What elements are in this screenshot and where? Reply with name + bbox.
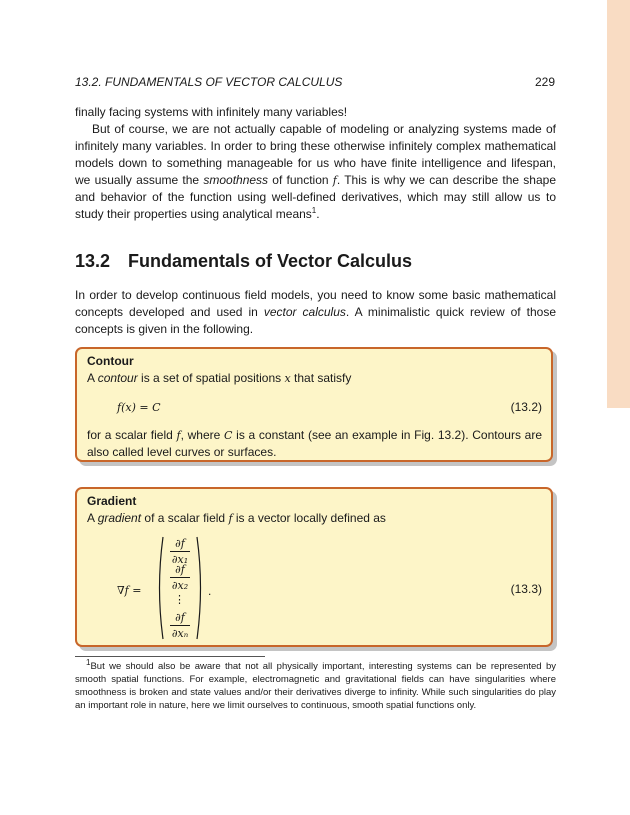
- intro-paragraph-2: But of course, we are not actually capable of modeling or analyzing systems made of infinitely many variables. In order to bring these otherwise infinitely complex mathematical models down to something manageable for us who have finite intelligence and lifespan, we usually assume the smoothness of function f. This is why we can describe the shape and behavior of the function using well-defined derivatives, which may still allow us to study their properties using analytical means$^1$.: [75, 122, 556, 221]
- intro-paragraph-1: finally facing systems with infinitely many variables!: [75, 105, 348, 119]
- equation-period: .: [208, 584, 212, 598]
- footnote: $^1$But we should also be aware that not all physically important, interesting systems can be represented by smooth spatial functions. For example, electromagnetic and gravitational fields can have singularities where smoothness is broken and state values and/or their derivatives diverge to infinity. While such singularities do play an important role in nature, here we limit ourselves to continuous, smooth spatial functions only.: [75, 657, 556, 711]
- section-paragraph: In order to develop continuous field models, you need to know some basic mathematical concepts developed and used in vector calculus. A minimalistic quick review of those concepts is given in the following.: [75, 288, 557, 336]
- partial-fraction-n: ∂f ∂xₙ: [171, 611, 189, 640]
- gradient-lhs: ∇f =: [117, 584, 142, 597]
- partial-fraction-2: ∂f ∂x₂: [171, 563, 189, 592]
- equation-label-13-3: (13.3): [510, 582, 542, 596]
- partial-fraction-1: ∂f ∂x₁: [171, 537, 189, 566]
- footnote-mark: 1: [86, 657, 91, 667]
- section-title: Fundamentals of Vector Calculus: [128, 251, 413, 271]
- section-number: 13.2: [75, 251, 111, 271]
- contour-equation: f(x) = C: [117, 401, 161, 414]
- contour-definition-box: [75, 347, 553, 462]
- math-var: f: [332, 174, 337, 187]
- page-number: 229: [534, 75, 555, 89]
- contour-explanation: for a scalar field f, where C is a constant (see an example in Fig. 13.2). Contours are also called level curves or surfaces.: [87, 428, 542, 459]
- gradient-definition-box: [75, 487, 553, 647]
- section-heading: [75, 251, 412, 272]
- footnote-divider: [75, 656, 265, 657]
- contour-definition-line: A contour is a set of spatial positions x that satisfy: [87, 371, 352, 385]
- chapter-edge-tab: [607, 0, 630, 408]
- vertical-ellipsis: ⋮: [174, 593, 185, 606]
- gradient-column-vector: [156, 535, 204, 641]
- running-header-section: 13.2. FUNDAMENTALS OF VECTOR CALCULUS: [75, 75, 343, 89]
- contour-box-title: Contour: [87, 354, 134, 368]
- gradient-box-title: Gradient: [87, 494, 137, 508]
- footnote-ref[interactable]: 1: [311, 206, 317, 215]
- running-header: [75, 75, 555, 89]
- gradient-definition-line: A gradient of a scalar field f is a vector locally defined as: [87, 511, 386, 525]
- equation-label-13-2: (13.2): [510, 400, 542, 414]
